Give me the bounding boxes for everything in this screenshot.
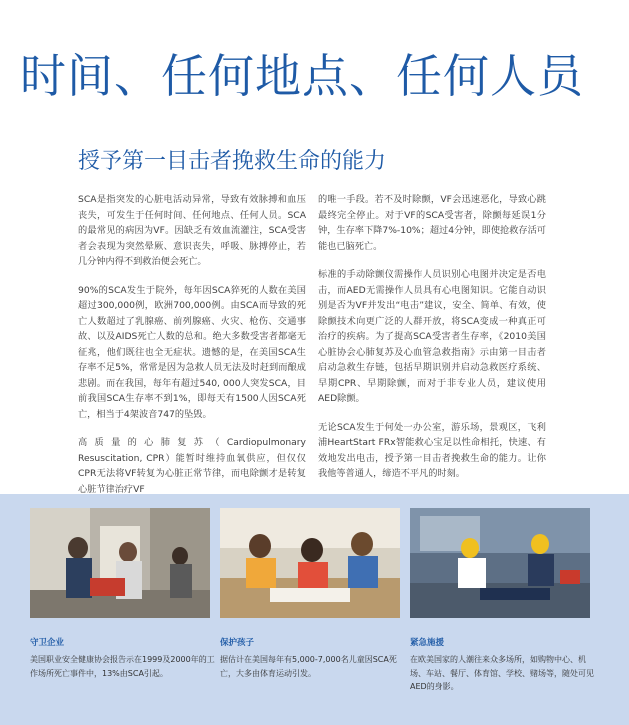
paragraph: 无论SCA发生于何处一办公室，游乐场，景观区，飞利浦HeartStart FRx智能救心宝足以性命相托，快速、有效地发出电击，授予第一目击者挽救生命的能力。让你我他等普通人，缔造不平凡的时刻。 [318,421,546,479]
paragraph: 标准的手动除颤仪需操作人员识别心电图并决定是否电击，而AED无需操作人员具有心电图知识。它能自动识别是否为VF并发出“电击”建议，安全、简单、有效，使除颤技术向更广泛的人群开放，将SCA变成一种真正可治疗的疾病。为了提高SCA受害者生存率，《2010美国心脏协会心肺复苏及心血管急救指南》示由第一目击者启动急救生存链，包括早期识别并启动急救医疗系统、早期CPR、早期除颤，而对于非专业人员，建议使用AED除颤。 [318,269,546,404]
caption-title-children: 保护孩子 [220,638,255,648]
paragraph: 高质量的心肺复苏（Cardiopulmonary Resuscitation, CPR）能暂时维持血氧供应，但仅仅CPR无法将VF转复为心脏正常节律，而电除颤才是转复心脏节律治疗VF [78,437,306,495]
emergency-photo [410,508,590,618]
scenario-panel [0,494,629,725]
paragraph: 的唯一手段。若不及时除颤，VF会迅速恶化，导致心跳最终完全停止。对于VF的SCA受害者，除颤每延误1分钟，生存率下降7%-10%；超过4分钟，即使抢救存活可能也已脑死亡。 [318,194,546,252]
paragraph: 90%的SCA发生于院外，每年因SCA猝死的人数在美国超过300,000例，欧洲700,000例。由SCA而导致的死亡人数超过了乳腺癌、前列腺癌、火灾、枪伤、交通事故、以及AIDS死亡人数的总和。绝大多数受害者都毫无征兆，他们既往也全无症状。遗憾的是，在美国SCA生存率不足5%，常常是因为急救人员无法及时赶到而酿成悲剧。而在我国，每年有超过540, 000人突发SCA，目前我国SCA生存率不到1%，即每天有1500人因SCA死亡，相当于4架波音747的坠毁。 [78,284,306,420]
page-title: 时间、任何地点、任何人员 [20,49,584,103]
caption-title-emergency: 紧急施援 [410,638,445,648]
workplace-photo [30,508,210,618]
paragraph: SCA是指突发的心脏电活动异常，导致有效脉搏和血压丧失，可发生于任何时间、任何地点、任何人员。SCA的最常见的病因为VF。因缺乏有效血流灌注，SCA受害者会表现为突然晕厥、意识丧失，呼吸、脉搏停止，若几分钟内得不到救治便会死亡。 [78,194,306,267]
caption-text-emergency: 在欧美国家的人潮往来众多场所，如购物中心、机场、车站、餐厅、体育馆、学校、赌场等，随处可见AED的身影。 [410,655,594,691]
children-photo [220,508,400,618]
body-column-left [78,192,306,510]
page-subtitle: 授予第一目击者挽救生命的能力 [78,149,387,174]
body-column-right [318,192,546,495]
caption-text-workplace: 美国职业安全健康协会报告示在1999及2000年的工作场所死亡事件中，13%由SCA引起。 [30,655,215,678]
caption-text-children: 据估计在美国每年有5,000-7,000名儿童因SCA死亡，大多由体育运动引发。 [220,655,397,678]
caption-title-workplace: 守卫企业 [30,638,65,648]
